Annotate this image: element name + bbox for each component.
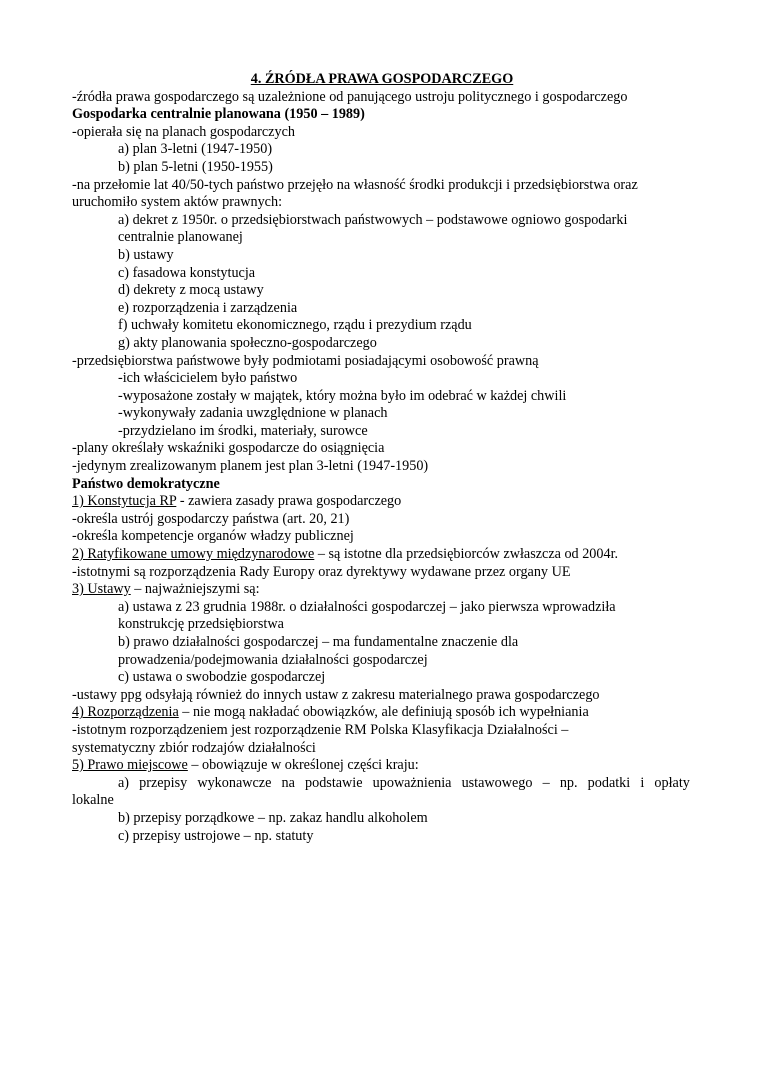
- regulations-note: -istotnym rozporządzeniem jest rozporządzenie RM Polska Klasyfikacja Działalności –: [72, 721, 569, 738]
- act-item: f) uchwały komitetu ekonomicznego, rządu i prezydium rządu: [118, 317, 472, 334]
- act-item: g) akty planowania społeczno-gospodarczego: [118, 334, 377, 351]
- constitution-item: -określa ustrój gospodarczy państwa (art. 20, 21): [72, 510, 350, 527]
- plan-item: b) plan 5-letni (1950-1955): [118, 158, 273, 175]
- statute-item: c) ustawa o swobodzie gospodarczej: [118, 669, 326, 686]
- closing-line: -jedynym zrealizowanym planem jest plan 3-letni (1947-1950): [72, 458, 429, 475]
- act-item: c) fasadowa konstytucja: [118, 264, 256, 281]
- act-item: d) dekrety z mocą ustawy: [118, 282, 264, 299]
- act-item-continuation: centralnie planowanej: [118, 229, 243, 246]
- local-law-item-continuation: lokalne: [72, 792, 114, 809]
- treaties-item: -istotnymi są rozporządzenia Rady Europy oraz dyrektywy wydawane przez organy UE: [72, 563, 571, 580]
- statutes-link[interactable]: 3) Ustawy: [72, 581, 131, 598]
- word: a): [118, 774, 130, 791]
- act-item: b) ustawy: [118, 246, 174, 263]
- statute-item-continuation: prowadzenia/podejmowania działalności gospodarczej: [118, 651, 428, 668]
- word: i: [640, 774, 645, 791]
- statute-item: a) ustawa z 23 grudnia 1988r. o działalności gospodarczej – jako pierwsza wprowadziła: [118, 598, 616, 615]
- local-law-item: b) przepisy porządkowe – np. zakaz handlu alkoholem: [118, 809, 428, 826]
- local-law-item: c) przepisy ustrojowe – np. statuty: [118, 827, 314, 844]
- source-statutes: [72, 581, 690, 599]
- word: podatki: [587, 774, 631, 791]
- word: np.: [559, 774, 578, 791]
- source-treaties: [72, 546, 690, 564]
- word: upoważnienia: [372, 774, 452, 791]
- statute-item: b) prawo działalności gospodarczej – ma fundamentalne znaczenie dla: [118, 634, 519, 650]
- constitution-link[interactable]: 1) Konstytucja RP: [72, 493, 177, 510]
- regulations-note-continuation: systematyczny zbiór rodzajów działalności: [72, 739, 316, 756]
- constitution-item: -określa kompetencje organów władzy publicznej: [72, 528, 354, 545]
- central-heading: Gospodarka centralnie planowana (1950 – 1989): [72, 106, 365, 123]
- word: wykonawcze: [197, 774, 272, 791]
- act-item: a) dekret z 1950r. o przedsiębiorstwach państwowych – podstawowe ogniowo gospodarki: [118, 211, 628, 228]
- source-regulations: [72, 704, 690, 722]
- source-local-law: [72, 757, 690, 775]
- takeover-line: -na przełomie lat 40/50-tych państwo przejęło na własność środki produkcji i przedsiębiorstwa oraz: [72, 176, 638, 193]
- intro-line: -źródła prawa gospodarczego są uzależnione od panującego ustroju politycznego i gospodarczego: [72, 88, 628, 105]
- document-title: 4. ŹRÓDŁA PRAWA GOSPODARCZEGO: [250, 71, 514, 87]
- word: podstawie: [305, 774, 363, 791]
- enterprise-item: -wyposażone zostały w majątek, który można było im odebrać w każdej chwili: [118, 387, 567, 404]
- statute-item-continuation: konstrukcję przedsiębiorstwa: [118, 616, 284, 633]
- statutes-desc: – najważniejszymi są:: [130, 581, 260, 598]
- plan-item: a) plan 3-letni (1947-1950): [118, 141, 273, 158]
- word: na: [281, 774, 295, 791]
- regulations-desc: – nie mogą nakładać obowiązków, ale definiują sposób ich wypełniania: [178, 704, 589, 721]
- document-page: [72, 71, 690, 845]
- word: –: [542, 774, 550, 791]
- closing-line: -plany określały wskaźniki gospodarcze do osiągnięcia: [72, 440, 385, 457]
- enterprises-intro: -przedsiębiorstwa państwowe były podmiotami posiadającymi osobowość prawną: [72, 352, 539, 369]
- act-item: e) rozporządzenia i zarządzenia: [118, 299, 298, 316]
- word: przepisy: [139, 774, 188, 791]
- local-law-item-justified: [72, 775, 690, 793]
- democratic-heading: Państwo demokratyczne: [72, 475, 220, 492]
- treaties-desc: – są istotne dla przedsiębiorców zwłaszcza od 2004r.: [314, 546, 619, 563]
- word: ustawowego: [461, 774, 533, 791]
- constitution-desc: - zawiera zasady prawa gospodarczego: [176, 493, 402, 510]
- enterprise-item: -ich właścicielem było państwo: [118, 370, 298, 387]
- source-constitution: [72, 493, 690, 511]
- word: opłaty: [654, 774, 690, 791]
- statutes-note: -ustawy ppg odsyłają również do innych ustaw z zakresu materialnego prawa gospodarczego: [72, 686, 600, 703]
- local-law-link[interactable]: 5) Prawo miejscowe: [72, 757, 188, 774]
- enterprise-item: -wykonywały zadania uwzględnione w planach: [118, 405, 388, 422]
- local-law-desc: – obowiązuje w określonej części kraju:: [187, 757, 419, 774]
- regulations-link[interactable]: 4) Rozporządzenia: [72, 704, 179, 721]
- plans-intro: -opierała się na planach gospodarczych: [72, 123, 295, 140]
- treaties-link[interactable]: 2) Ratyfikowane umowy międzynarodowe: [72, 546, 315, 563]
- enterprise-item: -przydzielano im środki, materiały, surowce: [118, 422, 368, 439]
- takeover-line: uruchomiło system aktów prawnych:: [72, 194, 283, 211]
